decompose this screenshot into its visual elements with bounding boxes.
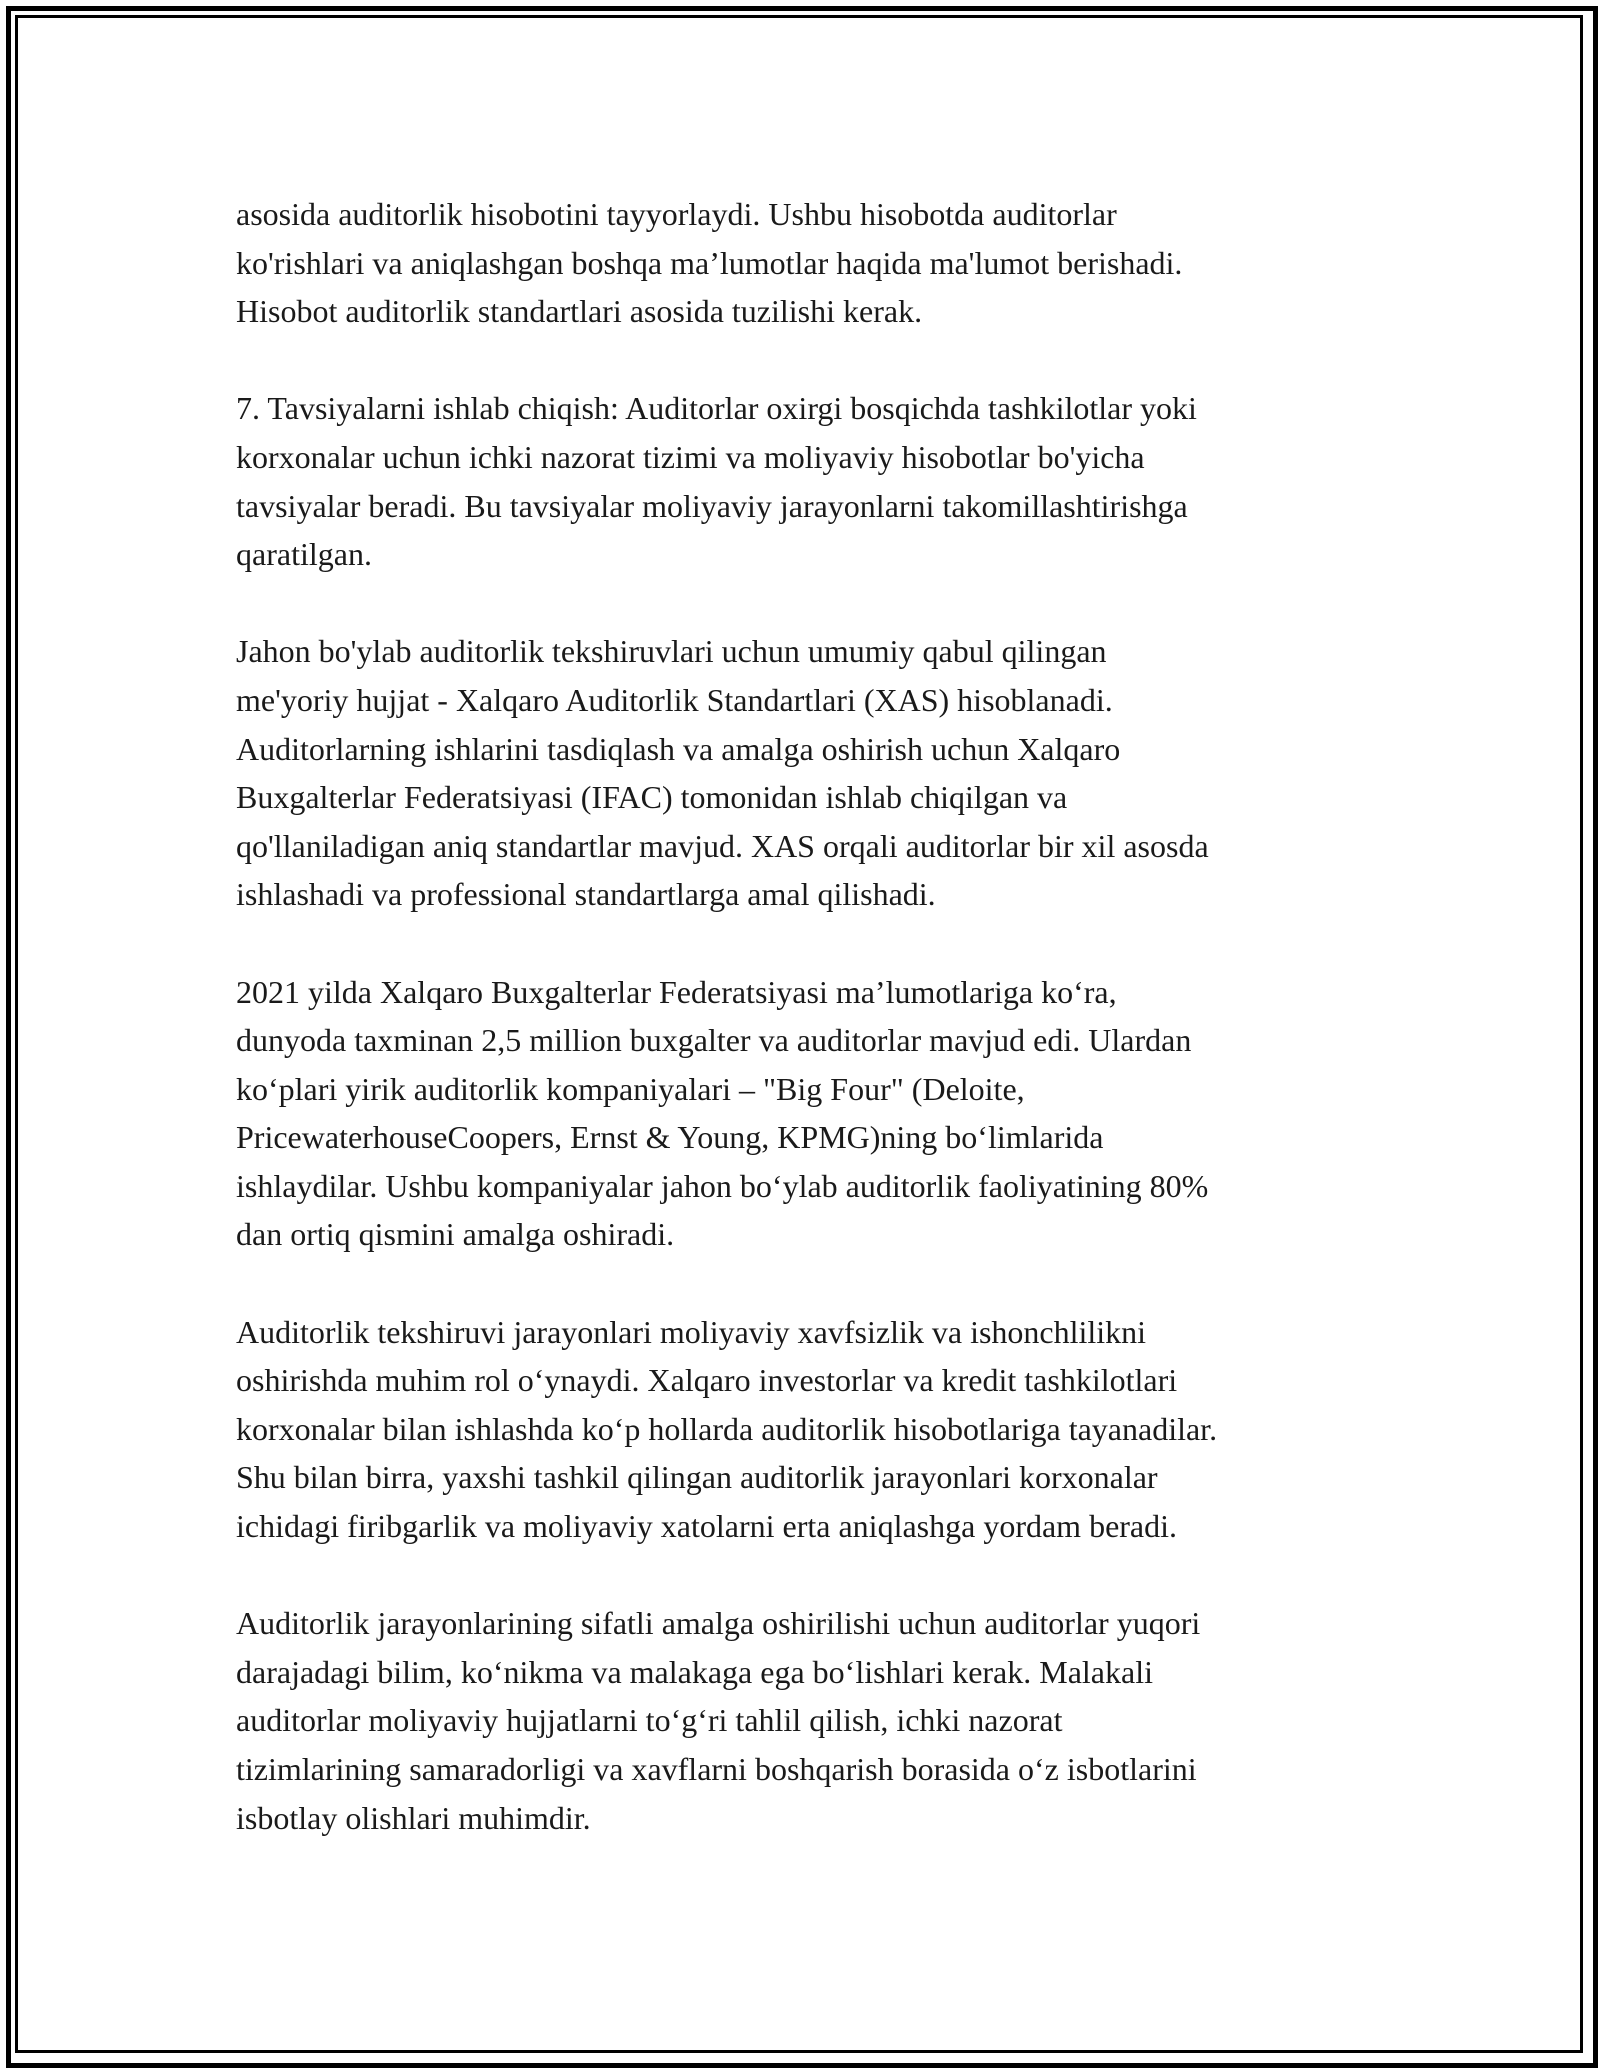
- paragraph-statistics-2021: [236, 968, 1376, 1260]
- text-line: ichidagi firibgarlik va moliyaviy xatolarni erta aniqlashga yordam beradi.: [236, 1508, 1178, 1545]
- text-line: Buxgalterlar Federatsiyasi (IFAC) tomonidan ishlab chiqilgan va: [236, 779, 1068, 816]
- paragraph-international-standards: [236, 627, 1376, 919]
- text-line: dan ortiq qismini amalga oshiradi.: [236, 1216, 675, 1253]
- text-line: qo'llaniladigan aniq standartlar mavjud. XAS orqali auditorlar bir xil asosda: [236, 827, 1209, 864]
- text-line: Auditorlik jarayonlarining sifatli amalga oshirilishi uchun auditorlar yuqori: [236, 1605, 1201, 1642]
- text-line: oshirishda muhim rol oʻynaydi. Xalqaro investorlar va kredit tashkilotlari: [236, 1362, 1178, 1399]
- document-body: [236, 190, 1376, 1891]
- text-line: ishlashadi va professional standartlarga amal qilishadi.: [236, 876, 936, 913]
- text-line: tizimlarining samaradorligi va xavflarni boshqarish borasida oʻz isbotlarini: [236, 1751, 1197, 1787]
- text-line: me'yoriy hujjat - Xalqaro Auditorlik Standartlari (XAS) hisoblanadi.: [236, 681, 1113, 718]
- paragraph-report-preparation: [236, 190, 1376, 336]
- paragraph-recommendations: [236, 384, 1376, 578]
- text-line: asosida auditorlik hisobotini tayyorlaydi. Ushbu hisobotda auditorlar: [236, 196, 1117, 232]
- text-line: ko'rishlari va aniqlashgan boshqa ma’lumotlar haqida ma'lumot berishadi.: [236, 244, 1183, 281]
- paragraph-auditor-qualifications: [236, 1599, 1376, 1842]
- text-line: ishlaydilar. Ushbu kompaniyalar jahon boʻylab auditorlik faoliyatining 80%: [236, 1167, 1209, 1204]
- text-line: Shu bilan birra, yaxshi tashkil qilingan auditorlik jarayonlari korxonalar: [236, 1459, 1158, 1496]
- text-line: 2021 yilda Xalqaro Buxgalterlar Federatsiyasi ma’lumotlariga koʻra,: [236, 973, 1117, 1010]
- text-line: Auditorlik tekshiruvi jarayonlari moliyaviy xavfsizlik va ishonchlilikni: [236, 1313, 1147, 1350]
- text-line: Jahon bo'ylab auditorlik tekshiruvlari uchun umumiy qabul qilingan: [236, 633, 1107, 670]
- text-line: Auditorlarning ishlarini tasdiqlash va amalga oshirish uchun Xalqaro: [236, 730, 1121, 767]
- text-line: Hisobot auditorlik standartlari asosida tuzilishi kerak.: [236, 293, 923, 330]
- text-line: PricewaterhouseCoopers, Ernst & Young, KPMG)ning boʻlimlarida: [236, 1119, 1104, 1156]
- paragraph-financial-security: [236, 1308, 1376, 1551]
- text-line: koʻplari yirik auditorlik kompaniyalari – "Big Four" (Deloite,: [236, 1070, 1025, 1107]
- text-line: 7. Tavsiyalarni ishlab chiqish: Auditorlar oxirgi bosqichda tashkilotlar yoki: [236, 390, 1197, 427]
- text-line: tavsiyalar beradi. Bu tavsiyalar moliyaviy jarayonlarni takomillashtirishga: [236, 487, 1188, 524]
- text-line: isbotlay olishlari muhimdir.: [236, 1799, 591, 1836]
- text-line: dunyoda taxminan 2,5 million buxgalter va auditorlar mavjud edi. Ulardan: [236, 1022, 1192, 1059]
- text-line: qaratilgan.: [236, 536, 372, 573]
- text-line: korxonalar bilan ishlashda koʻp hollarda auditorlik hisobotlariga tayanadilar.: [236, 1410, 1218, 1447]
- text-line: korxonalar uchun ichki nazorat tizimi va moliyaviy hisobotlar bo'yicha: [236, 438, 1145, 475]
- text-line: auditorlar moliyaviy hujjatlarni toʻgʻri tahlil qilish, ichki nazorat: [236, 1702, 1063, 1739]
- text-line: darajadagi bilim, koʻnikma va malakaga ega boʻlishlari kerak. Malakali: [236, 1653, 1153, 1690]
